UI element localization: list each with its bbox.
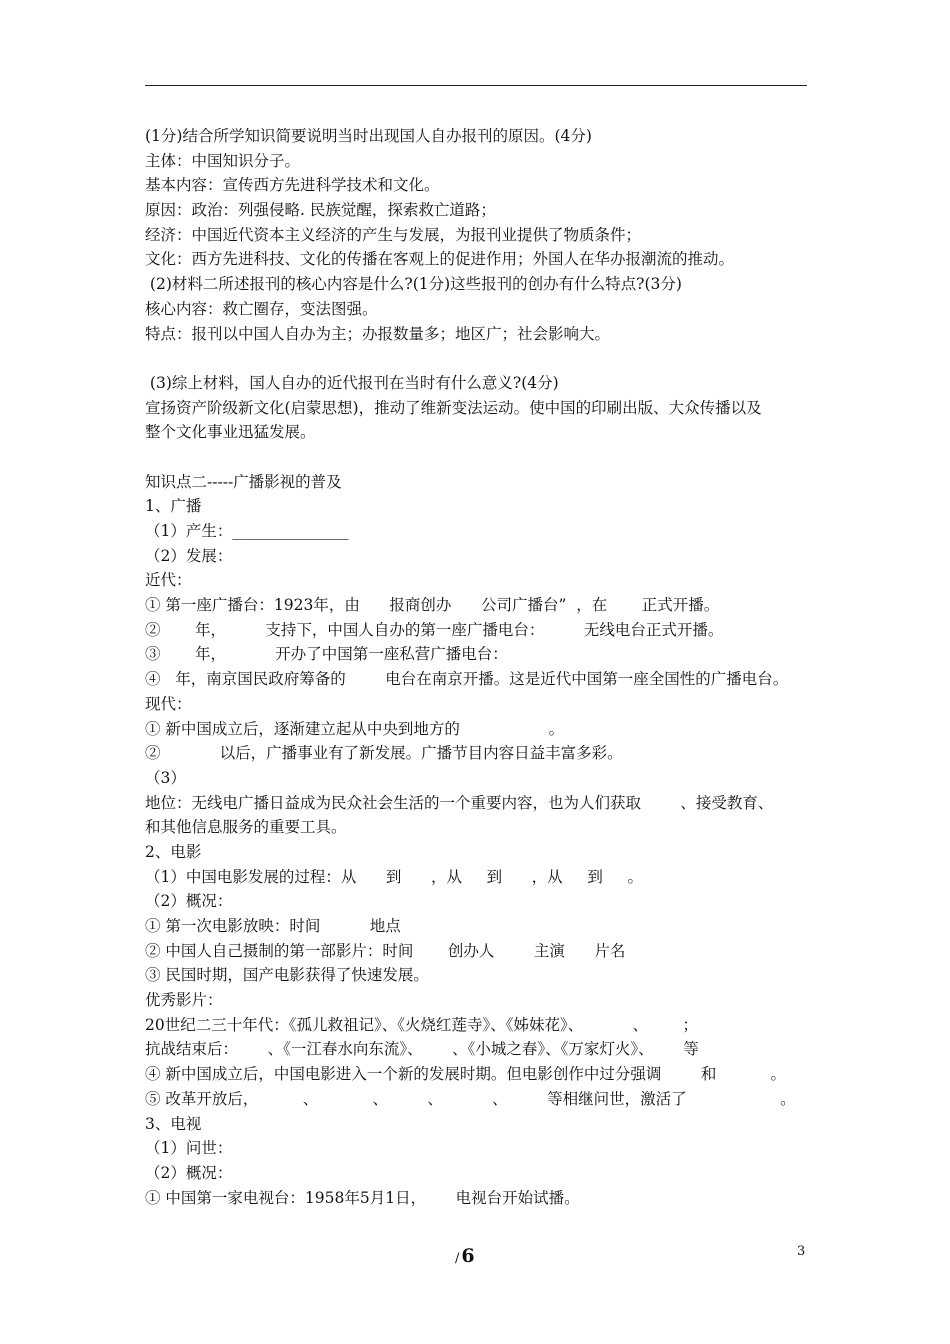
text-line: ③ 民国时期，国产电影获得了快速发展。 — [145, 966, 429, 985]
footer-slash: / — [455, 1251, 460, 1266]
text-line: ① 第一次电影放映：时间 地点 — [145, 917, 401, 935]
text-line: 抗战结束后： 、《一江春水向东流》、 、《小城之春》、《万家灯火》、 等 — [145, 1040, 699, 1059]
text-line: 基本内容：宣传西方先进科学技术和文化。 — [145, 176, 440, 195]
text-line: (3)综上材料，国人自办的近代报刊在当时有什么意义?(4分) — [145, 373, 559, 392]
text-line: 地位：无线电广播日益成为民众社会生活的一个重要内容，也为人们获取 、接受教育、 — [145, 793, 774, 812]
text-line: 文化：西方先进科技、文化的传播在客观上的促进作用；外国人在华办报潮流的推动。 — [145, 250, 735, 269]
text-line: 和其他信息服务的重要工具。 — [145, 818, 347, 837]
text-line — [145, 445, 825, 470]
text-line: 近代： — [145, 571, 192, 590]
text-line: 整个文化事业迅猛发展。 — [145, 423, 316, 442]
text-line: ① 第一座广播台：1923年，由 报商创办 公司广播台” ，在 正式开播。 — [145, 596, 720, 615]
text-line: ② 以后，广播事业有了新发展。广播节目内容日益丰富多彩。 — [145, 744, 623, 763]
text-line: 优秀影片： — [145, 991, 223, 1010]
footer-page-count — [455, 1245, 475, 1267]
text-line: （3） — [145, 768, 186, 787]
text-line — [145, 346, 825, 371]
header-rule — [145, 85, 807, 86]
text-line: ④ 年，南京国民政府筹备的 电台在南京开播。这是近代中国第一座全国性的广播电台。 — [145, 670, 789, 689]
text-line: ③ 年， 开办了中国第一座私营广播电台： — [145, 645, 508, 664]
text-line: （2）概况： — [145, 892, 233, 911]
text-line: 20世纪二三十年代：《孤儿救祖记》、《火烧红莲寺》、《姊妹花》、 、 ； — [145, 1015, 698, 1034]
text-line: ② 中国人自己摄制的第一部影片：时间 创办人 主演 片名 — [145, 941, 626, 960]
text-line: ④ 新中国成立后，中国电影进入一个新的发展时期。但电影创作中过分强调 和 。 — [145, 1065, 787, 1084]
text-line: 现代： — [145, 694, 192, 713]
footer-total-pages: 6 — [461, 1245, 475, 1267]
text-line: ② 年， 支持下，中国人自办的第一座广播电台： 无线电台正式开播。 — [145, 620, 724, 639]
text-line: ① 中国第一家电视台：1958年5月1日， 电视台开始试播。 — [145, 1188, 580, 1207]
text-line: 主体：中国知识分子。 — [145, 151, 301, 170]
text-line: （1）中国电影发展的过程：从 到 ，从 到 ，从 到 。 — [145, 867, 643, 886]
text-line: 3、电视 — [145, 1114, 202, 1133]
text-line: 2、电影 — [145, 842, 202, 861]
text-line: 特点：报刊以中国人自办为主；办报数量多；地区广；社会影响大。 — [145, 324, 611, 343]
text-line: (1分)结合所学知识简要说明当时出现国人自办报刊的原因。(4分) — [145, 127, 592, 145]
text-line: (2)材料二所述报刊的核心内容是什么?(1分)这些报刊的创办有什么特点?(3分) — [145, 275, 682, 294]
text-line: 知识点二-----广播影视的普及 — [145, 472, 342, 491]
text-line: 宣扬资产阶级新文化(启蒙思想)，推动了维新变法运动。使中国的印刷出版、大众传播以及 — [145, 398, 762, 417]
document-body — [145, 124, 825, 1210]
text-line: （2）发展： — [145, 546, 233, 565]
text-line: 经济：中国近代资本主义经济的产生与发展，为报刊业提供了物质条件； — [145, 225, 642, 244]
text-line: ⑤ 改革开放后， 、 、 、 、 等相继问世，激活了 。 — [145, 1089, 796, 1108]
text-line: 原因：政治：列强侵略. 民族觉醒，探索救亡道路； — [145, 201, 496, 220]
footer-page-number: 3 — [797, 1244, 806, 1259]
text-line: （1）产生：_______________ — [145, 522, 349, 540]
text-line: （2）概况： — [145, 1163, 233, 1182]
text-line: 1、广播 — [145, 497, 202, 516]
text-line: 核心内容：救亡圈存，变法图强。 — [145, 299, 378, 318]
text-line: （1）问世： — [145, 1139, 233, 1158]
text-line: ① 新中国成立后，逐渐建立起从中央到地方的 。 — [145, 719, 565, 738]
